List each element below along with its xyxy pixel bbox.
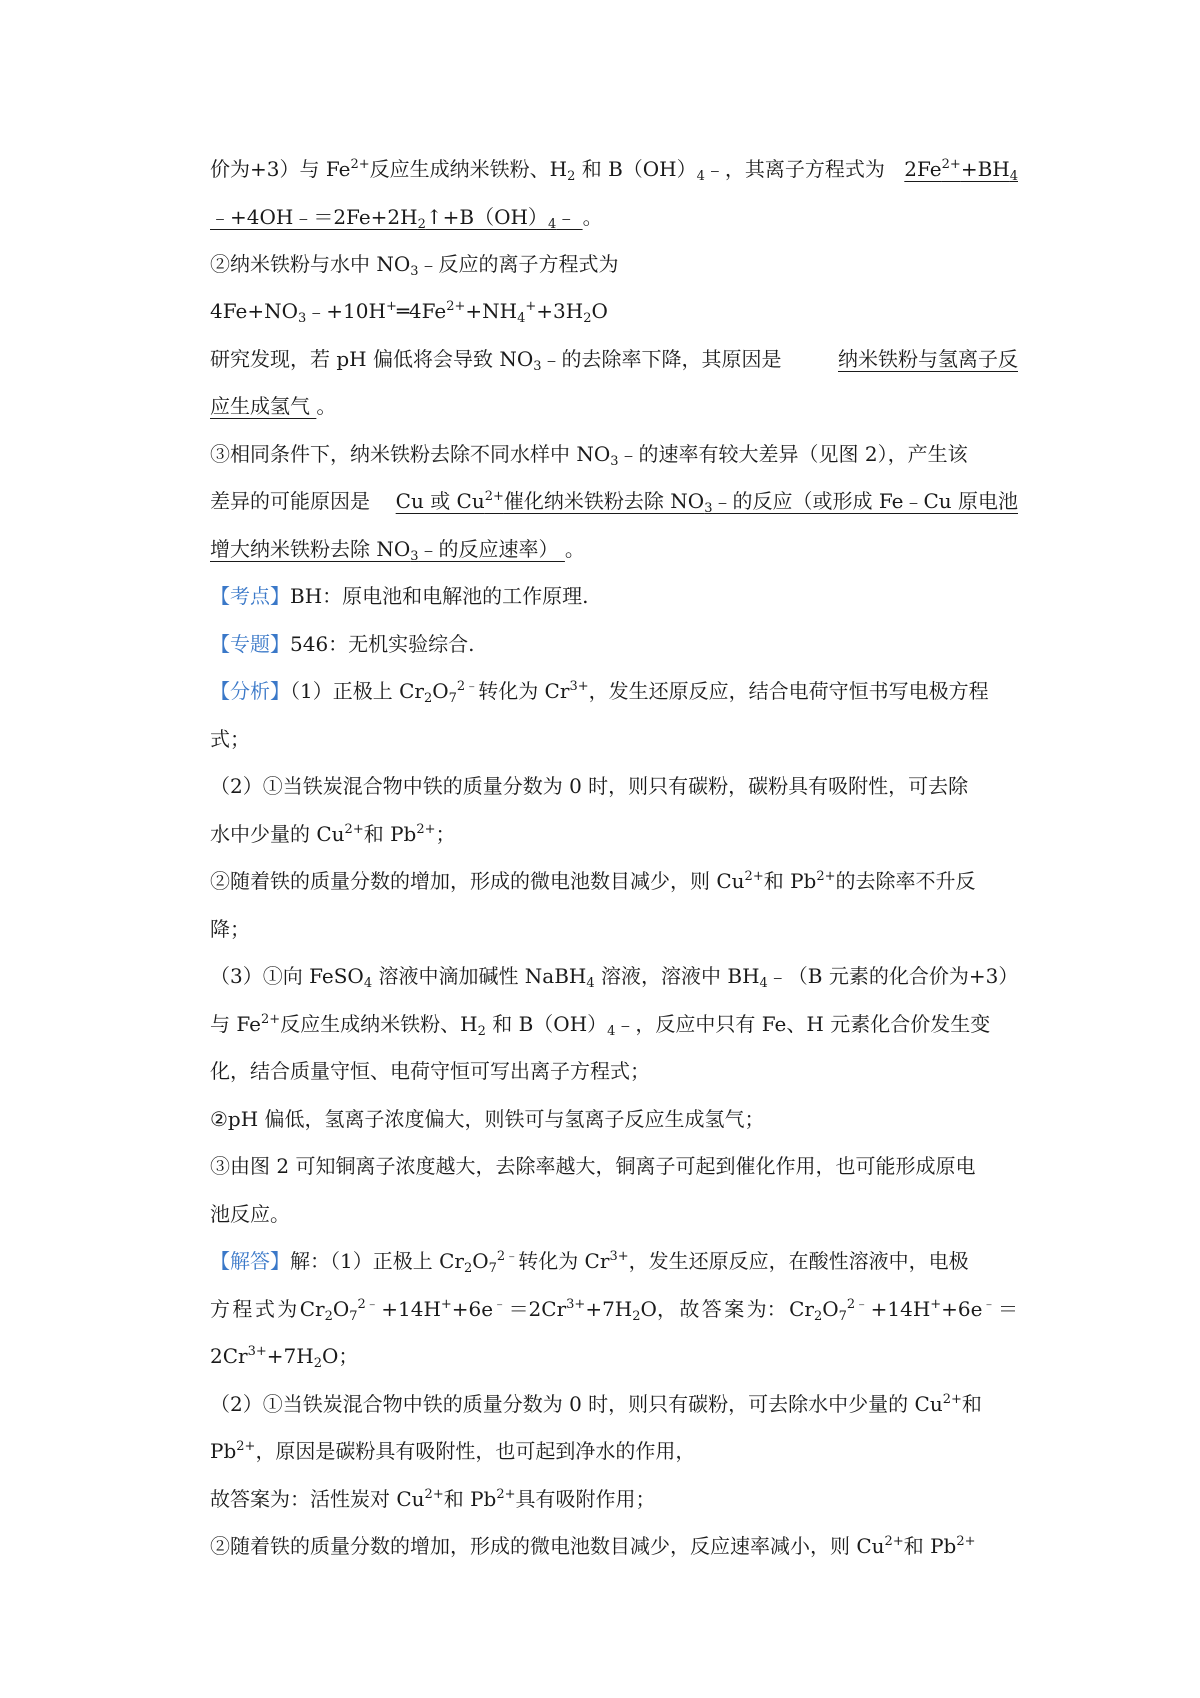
fenxi-tag: 【分析】 [210, 679, 290, 703]
kaodian-tag: 【考点】 [210, 584, 290, 608]
text-line: ②随着铁的质量分数的增加，形成的微电池数目减少，反应速率减小，则 $Cu^{2+}$和 $Pb^{2+}$ [210, 1533, 976, 1558]
text-line: 式； [210, 727, 250, 751]
answer-blank: Cu 或 $Cu^{2+}$催化纳米铁粉去除 $NO_3﹣$的反应（或形成 Fe﹣Cu 原电池 [395, 488, 1018, 516]
equation-line: 方 程 式 为 $Cr_2O_7^{2﹣}$ +14H++6e﹣ $=2Cr^{3+}+7H_2O$， 故 答 案 为： $Cr_2O_7^{2﹣}$ +14H++6e﹣ ＝ [210, 1296, 1018, 1324]
text-line: 池反应。 [210, 1202, 290, 1226]
text-line: 差异的可能原因是 Cu 或 $Cu^{2+}$催化纳米铁粉去除 $NO_3﹣$的反应（或形成 Fe﹣Cu 原电池 [210, 488, 1018, 516]
text-line: 增大纳米铁粉去除 $NO_3﹣$的反应速率） 。 [210, 537, 585, 564]
equation-line: $4Fe+NO_3﹣+10H^+═4Fe^{2+}+NH_4^++3H_2O$ [210, 298, 608, 326]
jieda-tag: 【解答】 [210, 1249, 290, 1273]
text-line: $Pb^{2+}$，原因是碳粉具有吸附性，也可起到净水的作用， [210, 1438, 696, 1463]
text-line: （2）①当铁炭混合物中铁的质量分数为 0 时，则只有碳粉，碳粉具有吸附性，可去除 [210, 774, 969, 798]
jieda-line: 【解答】解：（1）正极上 $Cr_2O_7^{2﹣}$转化为 $Cr^{3+}$，发生还原反应，在酸性溶液中，电极 [210, 1248, 969, 1276]
text-line: 故答案为：活性炭对 $Cu^{2+}$和 $Pb^{2+}$具有吸附作用； [210, 1486, 656, 1511]
text-line: 与 $Fe^{2+}$反应生成纳米铁粉、$H_2$ 和 $B(OH)_4﹣$，反应中只有 Fe、H 元素化合价发生变 [210, 1011, 991, 1039]
text-line: 降； [210, 917, 250, 941]
answer-blank: $2Fe^{2+}+BH_4$ [904, 156, 1018, 184]
text-line: 水中少量的 $Cu^{2+}$和 $Pb^{2+}$； [210, 821, 456, 846]
equation-line: $2Cr^{3+}+7H_2O$； [210, 1343, 359, 1371]
kaodian-line: 【考点】BH：原电池和电解池的工作原理. [210, 584, 589, 608]
text-line: ②随着铁的质量分数的增加，形成的微电池数目减少，则 $Cu^{2+}$和 $Pb^{2+}$的去除率不升反 [210, 868, 976, 893]
equation: $Cr_2O_7^{2﹣}$ [299, 1296, 379, 1324]
answer-blank: 应生成氢气 [210, 394, 317, 418]
answer-blank: 增大纳米铁粉去除 $NO_3﹣$的反应速率） [210, 537, 565, 564]
equation: $Cr_2O_7^{2﹣}$ [789, 1296, 869, 1324]
text-line: ②纳米铁粉与水中 $NO_3﹣$反应的离子方程式为 [210, 252, 619, 279]
text-segment: 价为+3）与 $Fe^{2+}$反应生成纳米铁粉、$H_2$ 和 $B(OH)_4﹣$，其离子方程式为 [210, 156, 885, 184]
text-line: （2）①当铁炭混合物中铁的质量分数为 0 时，则只有碳粉，可去除水中少量的 $Cu^{2+}$和 [210, 1391, 982, 1416]
zhuanti-tag: 【专题】 [210, 632, 290, 656]
fenxi-line: 【分析】（1）正极上 $Cr_2O_7^{2﹣}$转化为 $Cr^{3+}$，发生还原反应，结合电荷守恒书写电极方程 [210, 678, 989, 706]
text-line: （3）①向 FeSO$_4$ 溶液中滴加碱性 NaBH$_4$ 溶液，溶液中 $BH_4﹣(B$ 元素的化合价为+3） [210, 964, 1019, 991]
text-line: 研究发现，若 pH 偏低将会导致 $NO_3﹣$的去除率下降，其原因是 纳米铁粉与氢离子反 [210, 347, 1018, 374]
answer-blank: $﹣+4OH﹣=2Fe+2H_2↑+B(OH)_4﹣$ [210, 205, 583, 232]
answer-blank: 纳米铁粉与氢离子反 [838, 347, 1018, 371]
text-line: ②pH 偏低，氢离子浓度偏大，则铁可与氢离子反应生成氢气； [210, 1107, 765, 1131]
text-line: 化，结合质量守恒、电荷守恒可写出离子方程式； [210, 1059, 650, 1083]
text-line: $﹣+4OH﹣=2Fe+2H_2↑+B(OH)_4﹣$ 。 [210, 205, 603, 232]
text-line: 应生成氢气 。 [210, 394, 337, 418]
zhuanti-line: 【专题】546：无机实验综合. [210, 632, 475, 656]
text-line [210, 155, 1018, 183]
text-line: ③相同条件下，纳米铁粉去除不同水样中 $NO_3﹣$的速率有较大差异（见图 2），产生该 [210, 442, 968, 469]
text-line: ③由图 2 可知铜离子浓度越大，去除率越大，铜离子可起到催化作用，也可能形成原电 [210, 1154, 976, 1178]
